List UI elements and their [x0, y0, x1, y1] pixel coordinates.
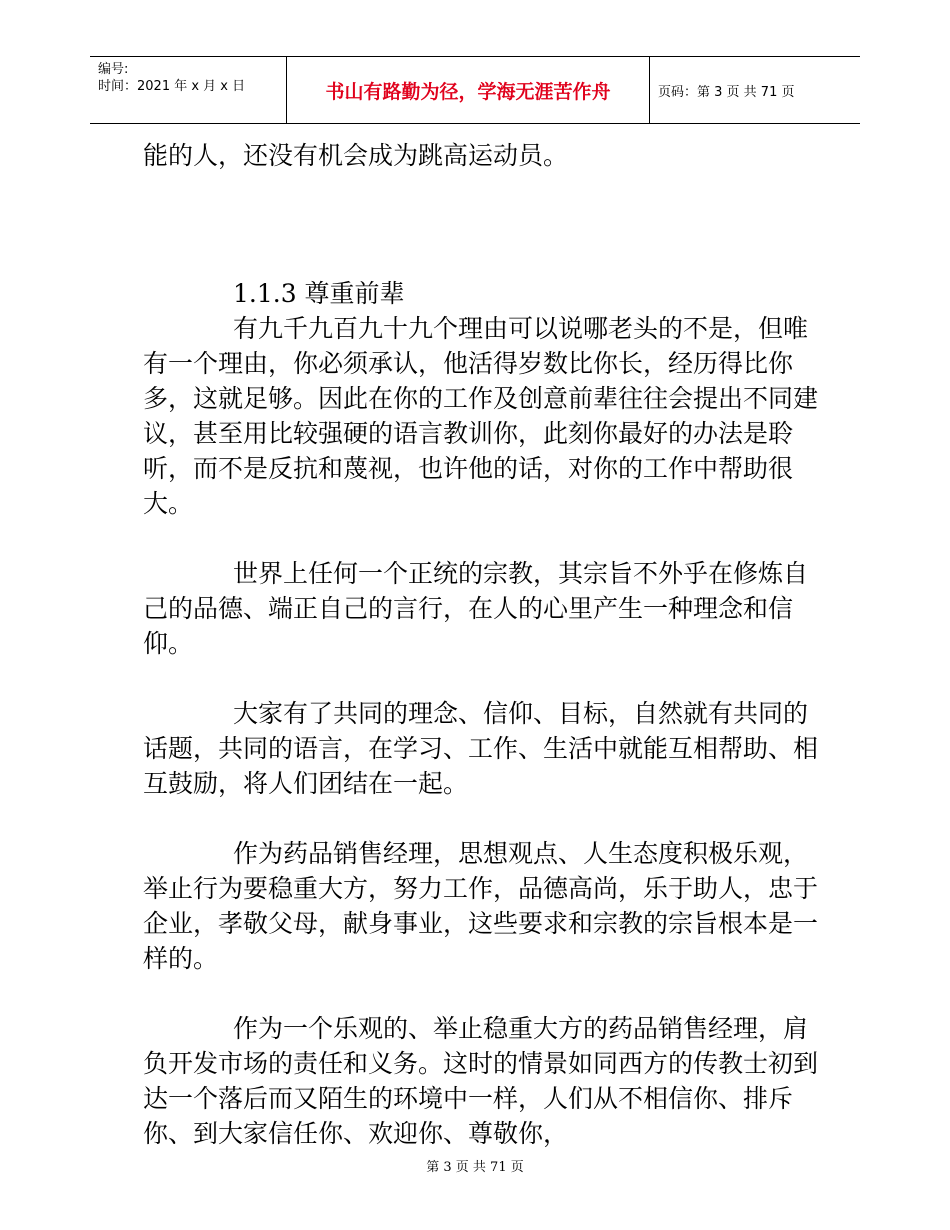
header-page-label: 页码：第 3 页 共 71 页 — [658, 84, 795, 100]
spacer — [143, 521, 823, 556]
spacer — [143, 661, 823, 696]
header-meta-cell — [90, 57, 287, 123]
intro-tail-text: 能的人，还没有机会成为跳高运动员。 — [143, 141, 569, 170]
section-heading: 1.1.3 尊重前辈 — [233, 279, 405, 308]
body-paragraph: 大家有了共同的理念、信仰、目标，自然就有共同的话题，共同的语言，在学习、工作、生活中就能互相帮助、相互鼓励，将人们团结在一起。 — [143, 699, 819, 798]
header-motto: 书山有路勤为径，学海无涯苦作舟 — [325, 80, 611, 103]
body-paragraph: 有九千九百九十九个理由可以说哪老头的不是，但唯有一个理由，你必须承认，他活得岁数比你长，经历得比你多，这就足够。因此在你的工作及创意前辈往往会提出不同建议，甚至用比较强硬的语言教训你，此刻你最好的办法是聆听，而不是反抗和蔑视，也许他的话，对你的工作中帮助很大。 — [143, 314, 819, 518]
spacer — [143, 801, 823, 836]
document-body — [143, 138, 823, 1151]
spacer — [143, 976, 823, 1011]
header-page-cell — [650, 57, 860, 123]
page-footer — [0, 1156, 950, 1175]
footer-page-number: 第 3 页 共 71 页 — [426, 1160, 524, 1175]
page-header — [90, 56, 860, 124]
header-motto-cell — [287, 57, 650, 123]
body-paragraph: 世界上任何一个正统的宗教，其宗旨不外乎在修炼自己的品德、端正自己的言行，在人的心里产生一种理念和信仰。 — [143, 559, 809, 658]
body-paragraph: 作为药品销售经理，思想观点、人生态度积极乐观，举止行为要稳重大方，努力工作，品德高尚，乐于助人，忠于企业，孝敬父母，献身事业，这些要求和宗教的宗旨根本是一样的。 — [143, 839, 819, 973]
header-number-label: 编号: — [98, 62, 129, 77]
body-paragraph: 作为一个乐观的、举止稳重大方的药品销售经理，肩负开发市场的责任和义务。这时的情景如同西方的传教士初到达一个落后而又陌生的环境中一样，人们从不相信你、排斥你、到大家信任你、欢迎你、尊敬你， — [143, 1014, 819, 1148]
header-time-label: 时间：2021 年 x 月 x 日 — [98, 79, 246, 94]
spacer — [143, 173, 823, 276]
